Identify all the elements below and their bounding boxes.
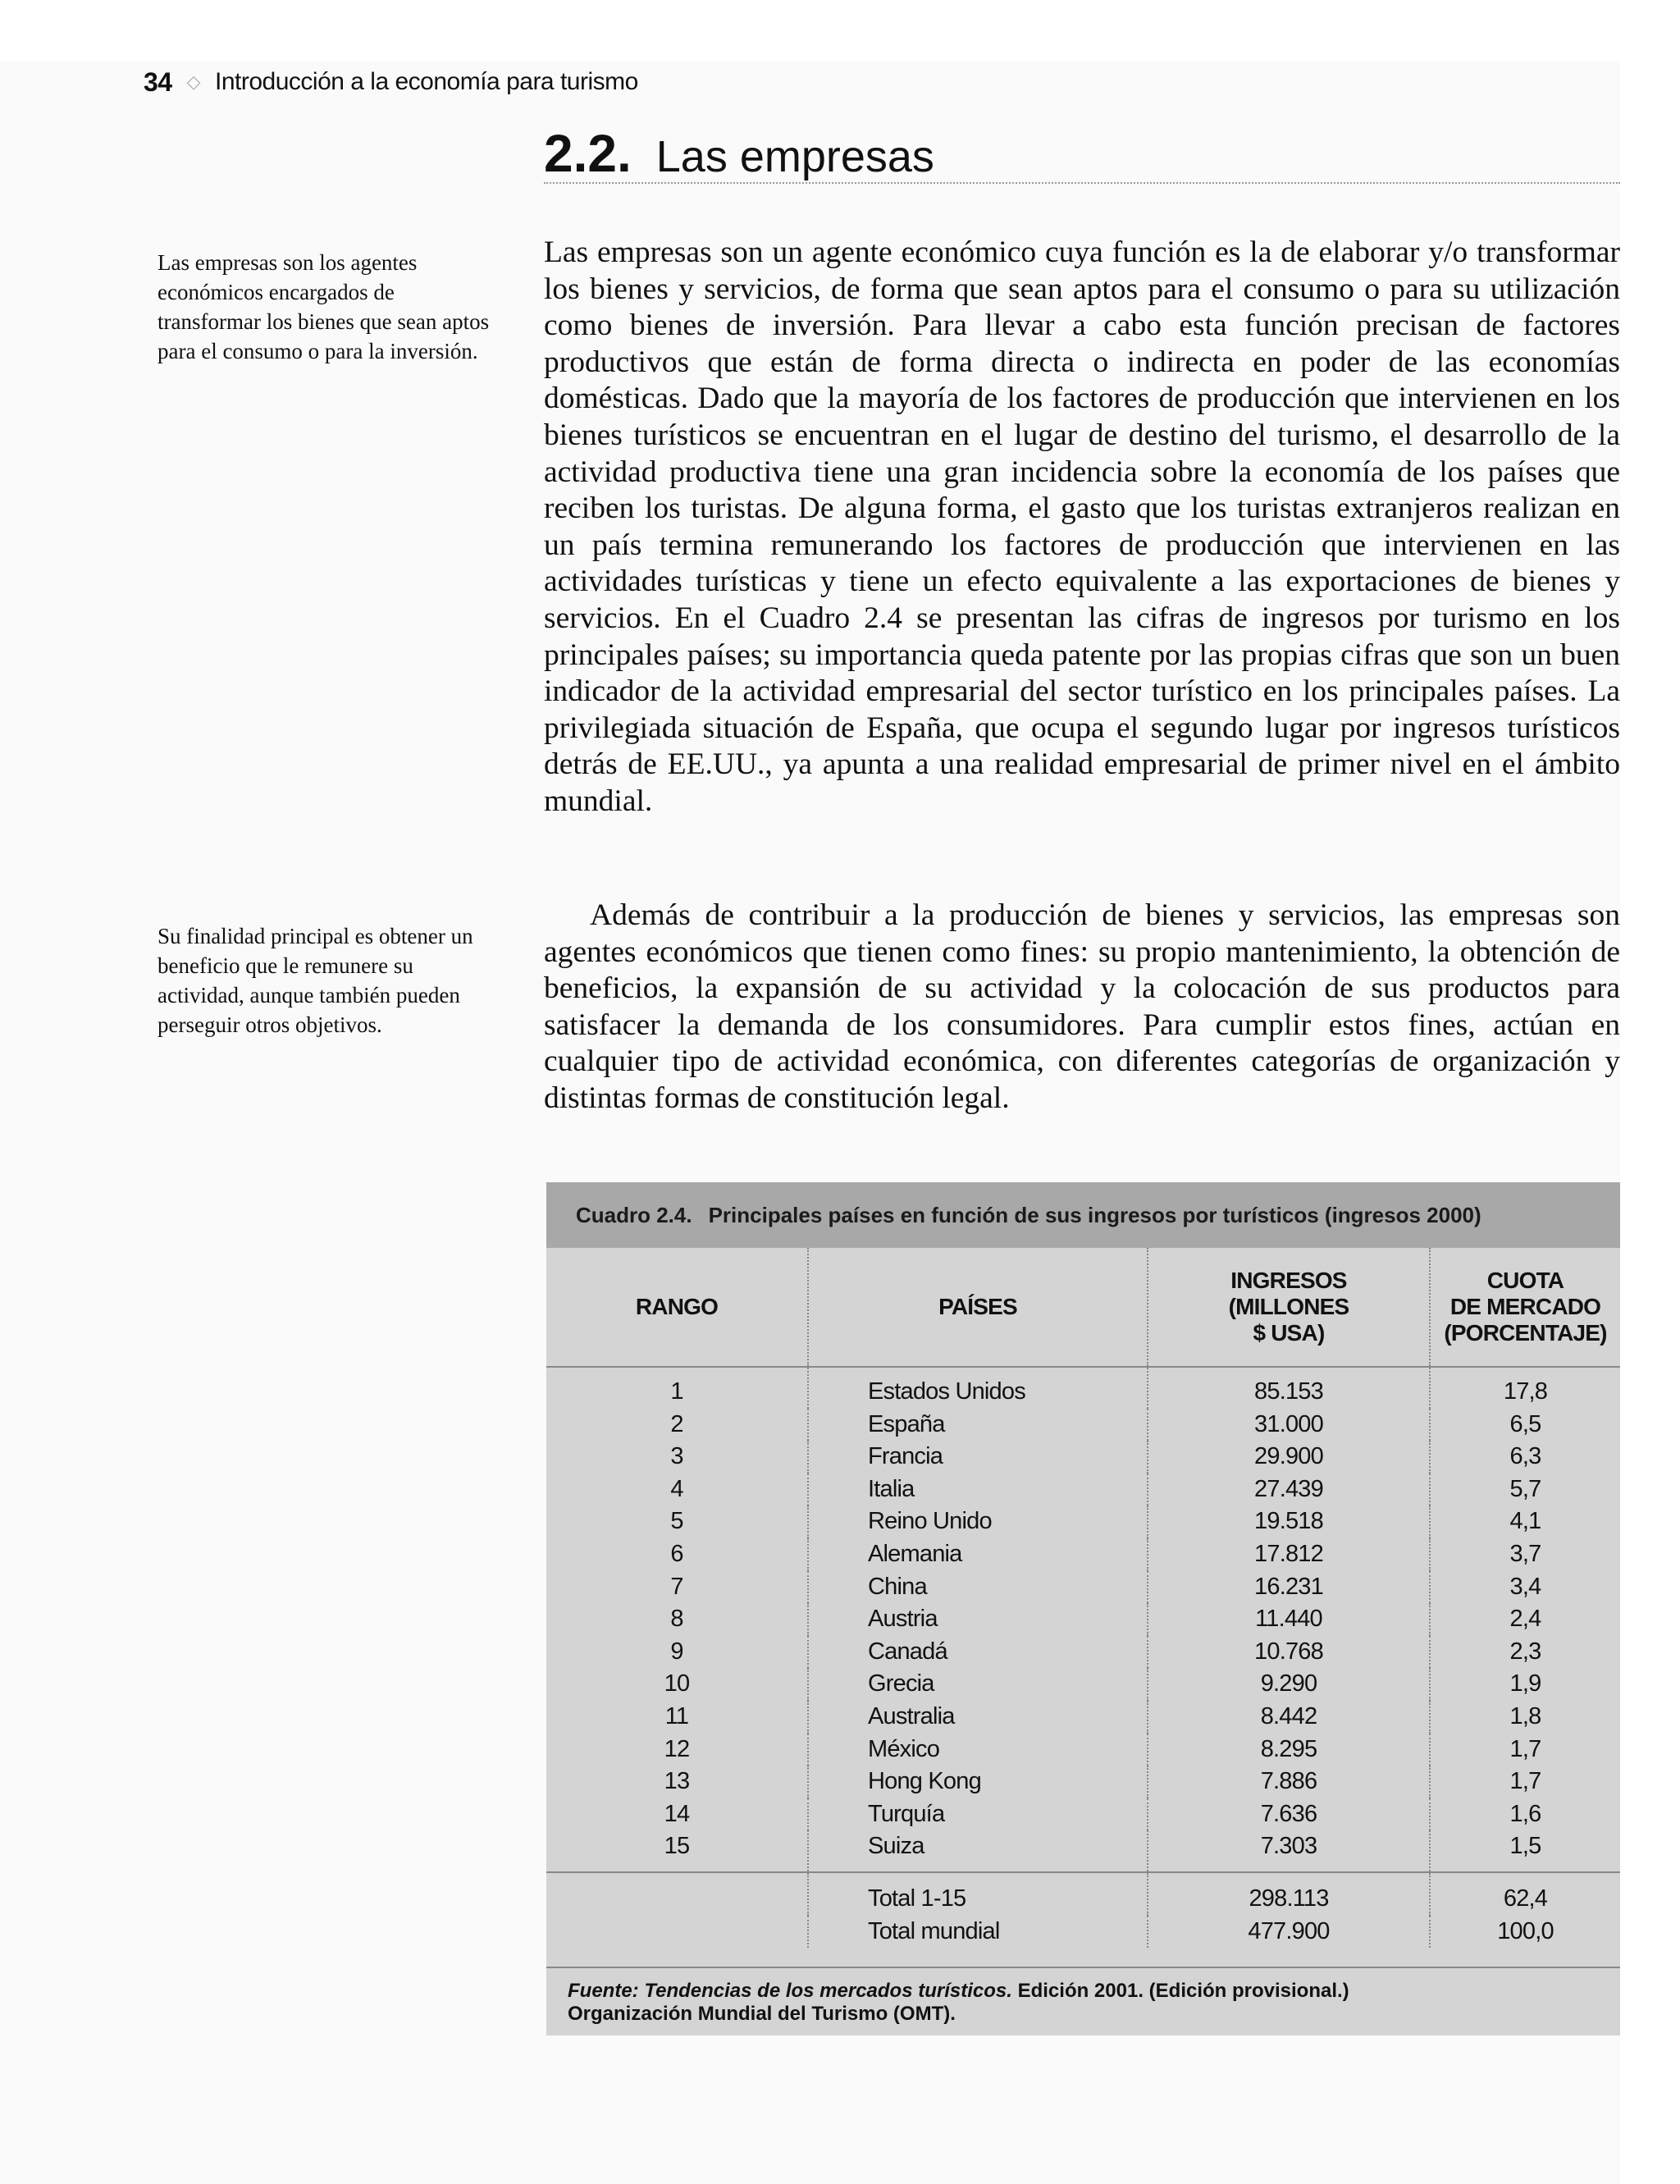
cell-country: Grecia [808,1668,1148,1701]
margin-note-1: Las empresas son los agentes económicos encargados de transformar los bienes que sean aptos para el consumo o para la inversión. [158,250,490,363]
cell-rank: 8 [546,1603,808,1636]
table-row [546,1538,1620,1571]
page-number: 34 [144,66,172,97]
cell-income: 7.303 [1148,1830,1430,1872]
cell-country: España [808,1409,1148,1442]
cell-country: Austria [808,1603,1148,1636]
cell-country: México [808,1734,1148,1766]
running-header [144,66,638,98]
cell-country: Hong Kong [808,1766,1148,1798]
cell-income: 27.439 [1148,1474,1430,1506]
table-row [546,1798,1620,1831]
cell-total-label: Total mundial [808,1916,1148,1949]
cell-rank: 5 [546,1505,808,1538]
cell-rank: 12 [546,1734,808,1766]
cell-rank: 1 [546,1367,808,1409]
header-income-line3: $ USA) [1253,1320,1325,1346]
table-row [546,1668,1620,1701]
cell-country: Alemania [808,1538,1148,1571]
section-divider [544,182,1620,187]
cell-share: 3,4 [1509,1573,1541,1600]
body-paragraph-1: Las empresas son un agente económico cuya función es la de elaborar y/o transformar los bienes y servicios, de forma que sean aptos para el consumo o para su utilización como bienes de inversión. Para llevar a cabo esta función precisan de factores productivos que están de forma directa o indirecta en poder de las economías domésticas. Dado que la mayoría de los factores de producción que intervienen en los bienes turísticos se encuentran en el lugar de destino del turismo, el desarrollo de la actividad productiva tiene una gran incidencia sobre la economía de los países que reciben los turistas. De alguna forma, el gasto que los turistas extranjeros realizan en un país termina remunerando los factores de producción que intervienen en las actividades turísticas y tiene un efecto equivalente a las exportaciones de bienes y servicios. En el Cuadro 2.4 se presentan las cifras de ingresos por turismo en los principales países; su importancia queda patente por las propias cifras que son un buen indicador de la actividad empresarial del sector turístico en los principales países. La privilegiada situación de España, que ocupa el segundo lugar por ingresos turísticos detrás de EE.UU., ya apunta a una realidad empresarial de primer nivel en el ámbito mundial. [544,235,1620,818]
cell-share: 4,1 [1509,1508,1541,1535]
cell-rank: 14 [546,1798,808,1831]
cell-country: China [808,1571,1148,1604]
source-title: Fuente: Tendencias de los mercados turísticos. [568,1980,1012,2002]
header-share-line1: CUOTA [1486,1268,1564,1293]
header-income [1148,1248,1430,1367]
diamond-separator-icon: ◇ [186,71,201,92]
cell-country: Francia [808,1441,1148,1474]
table-row [546,1636,1620,1669]
cell-empty [546,1916,808,1949]
cell-rank: 11 [546,1701,808,1734]
cell-rank: 10 [546,1668,808,1701]
table-row [546,1367,1620,1409]
cell-income: 11.440 [1148,1603,1430,1636]
cell-income: 19.518 [1148,1505,1430,1538]
table-title: Principales países en función de sus ingresos por turísticos (ingresos 2000) [708,1202,1481,1227]
table-row [546,1603,1620,1636]
cell-share: 3,7 [1509,1540,1541,1567]
cell-rank: 15 [546,1830,808,1872]
cell-income: 29.900 [1148,1441,1430,1474]
body-paragraph-2: Además de contribuir a la producción de bienes y servicios, las empresas son agentes económicos que tienen como fines: su propio mantenimiento, la obtención de beneficios, la expansión de su actividad y la colocación de sus productos para satisfacer la demanda de los consumidores. Para cumplir estos fines, actúan en cualquier tipo de actividad económica, con diferentes categorías de organización y distintas formas de constitución legal. [544,898,1620,1115]
table-header-row [546,1248,1620,1367]
cell-income: 7.636 [1148,1798,1430,1831]
cell-country: Canadá [808,1636,1148,1669]
header-share [1430,1248,1620,1367]
cell-share: 1,8 [1509,1702,1541,1729]
cell-share: 17,8 [1503,1378,1548,1405]
cell-income: 17.812 [1148,1538,1430,1571]
table-row [546,1571,1620,1604]
header-share-line3: (PORCENTAJE) [1444,1320,1607,1346]
cell-total-share: 62,4 [1430,1872,1620,1916]
table-row [546,1734,1620,1766]
cell-rank: 7 [546,1571,808,1604]
income-table [546,1248,1620,1948]
table-caption [546,1182,1620,1248]
cell-total-income: 477.900 [1148,1916,1430,1949]
source-organization: Organización Mundial del Turismo (OMT). [568,2003,956,2025]
table-row [546,1474,1620,1506]
header-rank: RANGO [546,1248,808,1367]
margin-note-2: Su finalidad principal es obtener un beneficio que le remunere su actividad, aunque también pueden perseguir otros objetivos. [158,924,473,1037]
cell-total-label: Total 1-15 [808,1872,1148,1916]
section-title: Las empresas [655,132,934,181]
table-row [546,1505,1620,1538]
table-row [546,1441,1620,1474]
table-row [546,1409,1620,1442]
header-income-line2: (MILLONES [1228,1294,1349,1319]
cell-income: 8.295 [1148,1734,1430,1766]
table-source-note [546,1967,1620,2036]
cell-income: 10.768 [1148,1636,1430,1669]
section-number: 2.2. [544,124,632,183]
cell-rank: 13 [546,1766,808,1798]
header-country: PAÍSES [808,1248,1148,1367]
book-title: Introducción a la economía para turismo [215,68,638,95]
cell-rank: 9 [546,1636,808,1669]
cell-total-income: 298.113 [1148,1872,1430,1916]
cell-total-share: 100,0 [1497,1917,1554,1944]
table-body [546,1367,1620,1948]
table-cuadro-2-4 [546,1182,1620,2036]
cell-share: 1,7 [1509,1735,1541,1762]
total-row [546,1916,1620,1949]
table-row [546,1830,1620,1872]
cell-share: 5,7 [1509,1475,1541,1502]
cell-empty [546,1872,808,1916]
cell-share: 1,9 [1509,1670,1541,1697]
table-row [546,1701,1620,1734]
table-row [546,1766,1620,1798]
cell-income: 16.231 [1148,1571,1430,1604]
cell-income: 7.886 [1148,1766,1430,1798]
cell-share: 6,5 [1509,1410,1541,1437]
cell-country: Italia [808,1474,1148,1506]
cell-share: 2,4 [1509,1606,1541,1633]
header-income-line1: INGRESOS [1230,1268,1347,1293]
cell-income: 31.000 [1148,1409,1430,1442]
section-heading [544,123,1620,184]
cell-income: 8.442 [1148,1701,1430,1734]
cell-country: Suiza [808,1830,1148,1872]
table-label: Cuadro 2.4. [576,1202,692,1227]
cell-share: 1,6 [1509,1800,1541,1827]
cell-income: 9.290 [1148,1668,1430,1701]
cell-country: Reino Unido [808,1505,1148,1538]
cell-rank: 2 [546,1409,808,1442]
cell-country: Turquía [808,1798,1148,1831]
source-edition: Edición 2001. (Edición provisional.) [1011,1980,1349,2002]
total-row [546,1872,1620,1916]
cell-rank: 4 [546,1474,808,1506]
cell-share: 2,3 [1509,1638,1541,1665]
header-share-line2: DE MERCADO [1449,1294,1601,1319]
cell-country: Estados Unidos [808,1367,1148,1409]
cell-rank: 6 [546,1538,808,1571]
cell-share: 6,3 [1509,1443,1541,1470]
cell-share: 1,7 [1509,1768,1541,1795]
cell-share: 1,5 [1509,1833,1541,1860]
cell-income: 85.153 [1148,1367,1430,1409]
cell-country: Australia [808,1701,1148,1734]
cell-rank: 3 [546,1441,808,1474]
